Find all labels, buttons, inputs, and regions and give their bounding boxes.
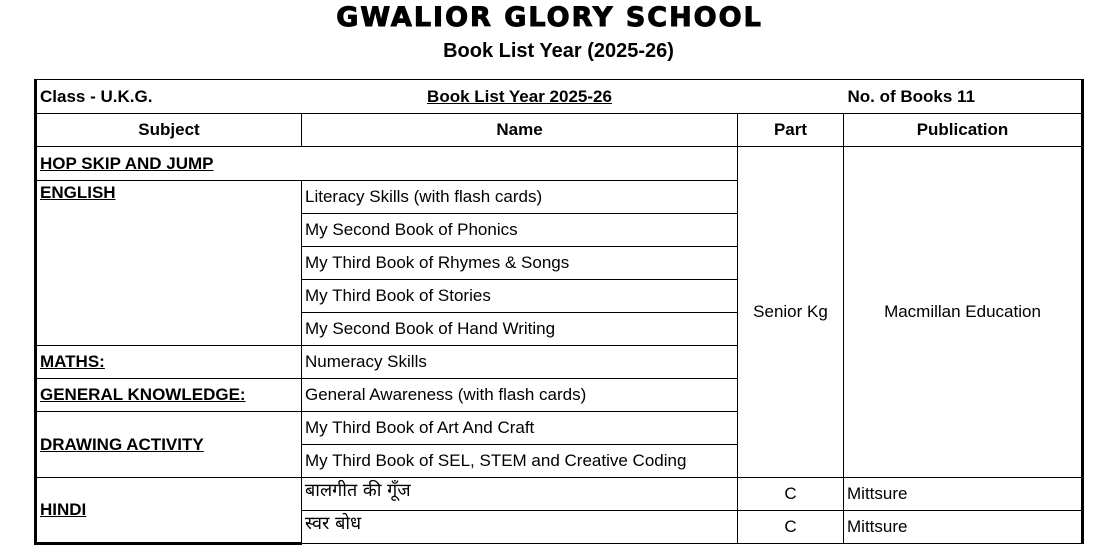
book-name: Numeracy Skills (302, 346, 738, 379)
series-title (36, 147, 738, 181)
series-publication: Macmillan Education (844, 147, 1083, 478)
document-subtitle: Book List Year (2025-26) (443, 40, 674, 62)
book-name: Literacy Skills (with flash cards) (302, 181, 738, 214)
series-part: Senior Kg (738, 147, 844, 478)
subject-hindi (36, 478, 302, 544)
subject-hindi-text: HINDI (40, 500, 87, 519)
book-name: My Second Book of Hand Writing (302, 313, 738, 346)
book-name: My Third Book of SEL, STEM and Creative Coding (302, 445, 738, 478)
table-row (36, 478, 1083, 511)
book-name: My Third Book of Rhymes & Songs (302, 247, 738, 280)
column-header-publication: Publication (844, 114, 1083, 147)
subject-drawing-text: DRAWING ACTIVITY (40, 434, 204, 454)
list-title (302, 80, 738, 114)
subject-drawing (36, 412, 302, 478)
book-name: General Awareness (with flash cards) (302, 379, 738, 412)
column-header-name: Name (302, 114, 738, 147)
subject-gk-text: GENERAL KNOWLEDGE: (40, 385, 246, 404)
column-header-part: Part (738, 114, 844, 147)
column-header-row (36, 114, 1083, 147)
books-count: No. of Books 11 (738, 80, 1083, 114)
book-part: C (738, 511, 844, 544)
subject-english (36, 181, 302, 346)
book-list-table (34, 79, 1084, 545)
book-name: बालगीत की गूँज (302, 478, 738, 511)
subject-maths-text: MATHS: (40, 352, 105, 371)
subject-english-text: ENGLISH (40, 183, 116, 202)
book-name: स्वर बोध (302, 511, 738, 544)
book-part: C (738, 478, 844, 511)
column-header-subject: Subject (36, 114, 302, 147)
subject-gk (36, 379, 302, 412)
book-name: My Second Book of Phonics (302, 214, 738, 247)
series-title-text: HOP SKIP AND JUMP (40, 153, 214, 173)
book-name: My Third Book of Art And Craft (302, 412, 738, 445)
subject-maths (36, 346, 302, 379)
series-row (36, 147, 1083, 181)
list-title-text: Book List Year 2025-26 (427, 86, 612, 106)
book-publication: Mittsure (844, 511, 1083, 544)
book-publication: Mittsure (844, 478, 1083, 511)
book-name: My Third Book of Stories (302, 280, 738, 313)
school-name: GWALIOR GLORY SCHOOL (336, 2, 763, 33)
class-label: Class - U.K.G. (36, 80, 302, 114)
info-row (36, 80, 1083, 114)
